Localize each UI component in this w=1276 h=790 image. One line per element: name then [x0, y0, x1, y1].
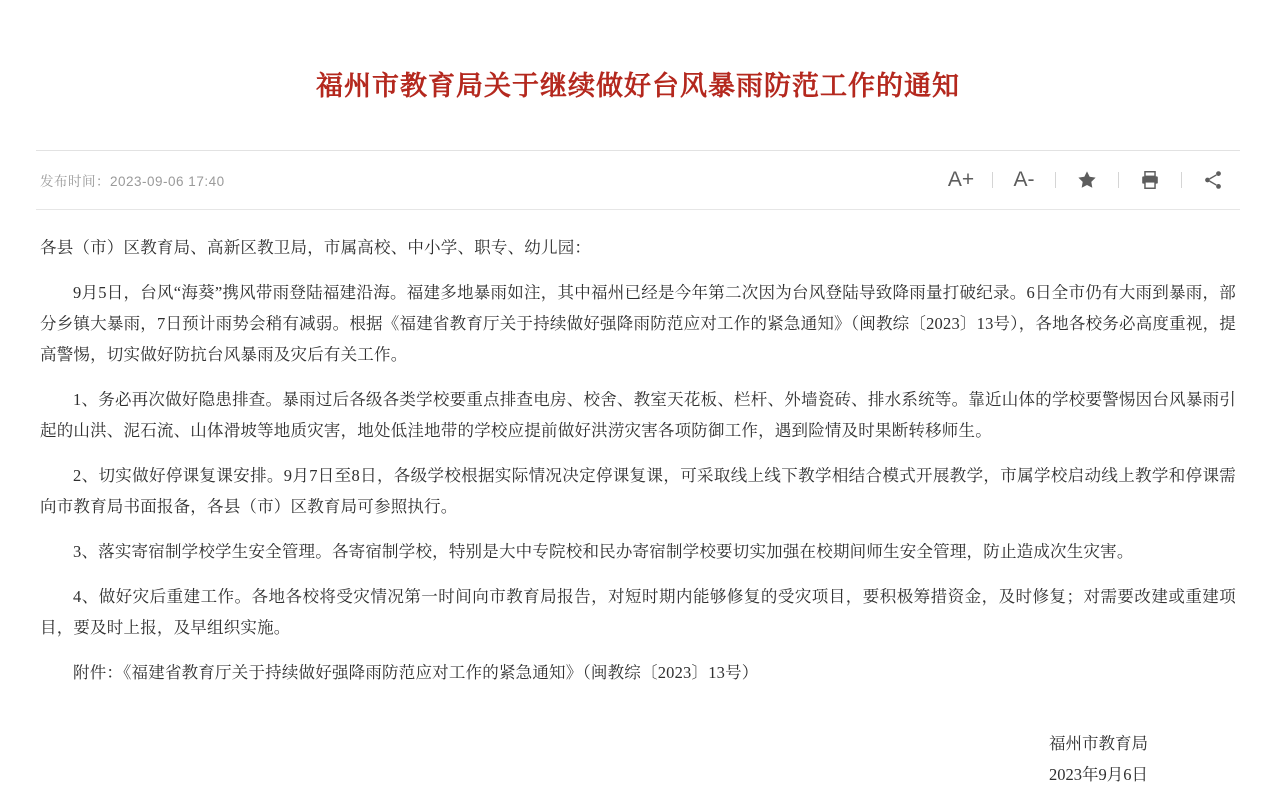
attachment-line: 附件：《福建省教育厅关于持续做好强降雨防范应对工作的紧急通知》（闽教综〔2023〕13号）	[73, 662, 759, 682]
article-body	[36, 232, 1240, 790]
article-toolbar	[938, 165, 1236, 195]
share-icon[interactable]	[1190, 165, 1236, 195]
salutation: 各县（市）区教育局、高新区教卫局，市属高校、中小学、职专、幼儿园：	[40, 237, 592, 257]
paragraph: 2、切实做好停课复课安排。9月7日至8日，各级学校根据实际情况决定停课复课，可采取线上线下教学相结合模式开展教学，市属学校启动线上教学和停课需向市教育局书面报备，各县（市）区教育局可参照执行。	[40, 465, 1236, 516]
signature-date: 2023年9月6日	[1049, 764, 1148, 784]
toolbar-divider	[1181, 172, 1182, 188]
toolbar-divider	[1118, 172, 1119, 188]
document-page	[0, 18, 1276, 784]
publish-time: 发布时间：2023-09-06 17:40	[40, 173, 225, 189]
page-title: 福州市教育局关于继续做好台风暴雨防范工作的通知	[316, 71, 960, 102]
font-decrease-button[interactable]: A-	[1013, 167, 1035, 191]
body-divider	[36, 209, 1240, 210]
printer-icon[interactable]	[1127, 165, 1173, 195]
paragraph: 9月5日，台风“海葵”携风带雨登陆福建沿海。福建多地暴雨如注，其中福州已经是今年第二次因为台风登陆导致降雨量打破纪录。6日全市仍有大雨到暴雨，部分乡镇大暴雨，7日预计雨势会稍有减弱。根据《福建省教育厅关于持续做好强降雨防范应对工作的紧急通知》（闽教综〔2023〕13号），各地各校务必高度重视，提高警惕，切实做好防抗台风暴雨及灾后有关工作。	[40, 282, 1236, 364]
paragraph: 3、落实寄宿制学校学生安全管理。各寄宿制学校，特别是大中专院校和民办寄宿制学校要切实加强在校期间师生安全管理，防止造成次生灾害。	[73, 541, 1134, 561]
signature-org: 福州市教育局	[1049, 733, 1148, 753]
toolbar-divider	[992, 172, 993, 188]
meta-bar	[36, 151, 1240, 209]
signature-block	[40, 728, 1236, 790]
paragraph: 4、做好灾后重建工作。各地各校将受灾情况第一时间向市教育局报告，对短时期内能够修复的受灾项目，要积极筹措资金，及时修复；对需要改建或重建项目，要及时上报，及早组织实施。	[40, 586, 1236, 637]
star-icon[interactable]	[1064, 165, 1110, 195]
font-increase-button[interactable]: A+	[947, 167, 975, 191]
toolbar-divider	[1055, 172, 1056, 188]
paragraph: 1、务必再次做好隐患排查。暴雨过后各级各类学校要重点排查电房、校舍、教室天花板、栏杆、外墙瓷砖、排水系统等。靠近山体的学校要警惕因台风暴雨引起的山洪、泥石流、山体滑坡等地质灾害，地处低洼地带的学校应提前做好洪涝灾害各项防御工作，遇到险情及时果断转移师生。	[40, 389, 1236, 440]
